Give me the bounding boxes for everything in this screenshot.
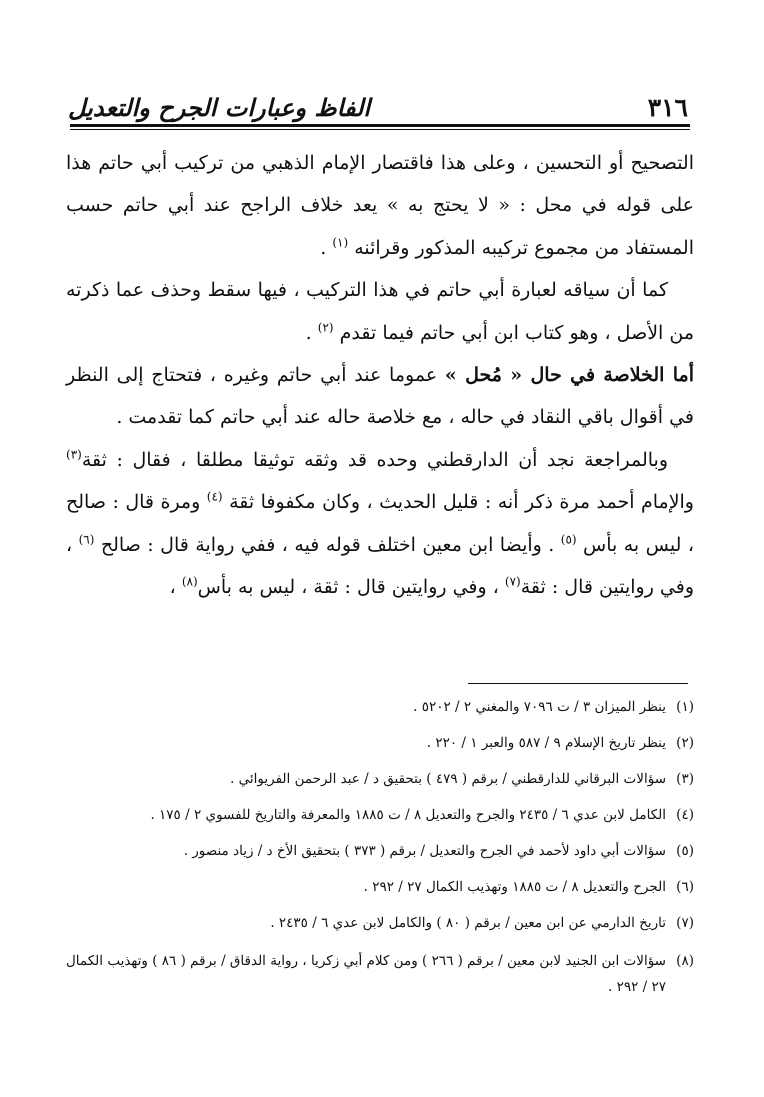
paragraph-text: . وأيضا ابن معين اختلف قوله فيه ، ففي رواية قال : صالح [94, 533, 561, 556]
main-text [66, 142, 694, 608]
paragraph [66, 354, 694, 439]
footnote-separator [468, 683, 688, 684]
footnotes [66, 696, 694, 1000]
paragraph-text: التصحيح أو التحسين ، وعلى هذا فاقتصار الإمام الذهبي من تركيب أبي حاتم هذا على قوله في محل : « لا يحتج به » يعد خلاف الراجح عند أبي حاتم حسب المستفاد من مجموع تركيبه المذكور وقرائنه [66, 152, 694, 259]
footnote-ref[interactable]: (١) [332, 235, 349, 250]
paragraph-text: ، وفي روايتين قال : ثقة [66, 533, 694, 599]
inline-heading: أما الخلاصة في حال « مُحل » [444, 364, 695, 387]
footnote-item [66, 948, 694, 1000]
paragraph-text: كما أن سياقه لعبارة أبي حاتم في هذا التركيب ، فيها سقط وحذف عما ذكرته من الأصل ، وهو كتاب ابن أبي حاتم فيما تقدم [66, 279, 694, 344]
punctuation: . [320, 236, 333, 259]
footnote-number: (٦) [676, 879, 694, 895]
footnote-ref[interactable]: (٧) [504, 574, 521, 589]
footnote-item [66, 804, 694, 840]
footnote-number: (٥) [676, 843, 694, 859]
paragraph-text: عموما عند أبي حاتم وغيره ، فتحتاج إلى النظر في أقوال باقي النقاد في حاله ، مع خلاصة حاله عند أبي حاتم كما تقدمت . [66, 364, 694, 429]
footnote-number: (٤) [676, 807, 694, 823]
footnote-number: (٣) [676, 771, 694, 787]
footnote-ref[interactable]: (٤) [206, 489, 223, 504]
paragraph-text: والإمام أحمد مرة ذكر أنه : قليل الحديث ، وكان مكفوفا ثقة [222, 491, 694, 514]
footnote-ref[interactable]: (٥) [560, 532, 577, 547]
footnote-item [66, 876, 694, 912]
footnote-text: سؤالات البرقاني للدارقطني / برقم ( ٤٧٩ ) بتحقيق د / عبد الرحمن الفريوائي . [230, 771, 666, 787]
punctuation: ، [169, 576, 182, 599]
paragraph [66, 439, 694, 609]
footnote-text: ينظر الميزان ٣ / ت ٧٠٩٦ والمغني ٢ / ٥٢٠٢ . [413, 699, 666, 715]
footnote-item [66, 768, 694, 804]
footnote-number: (١) [676, 699, 694, 715]
header-rule-thin [70, 129, 690, 130]
footnote-text: الجرح والتعديل ٨ / ت ١٨٨٥ وتهذيب الكمال ٢٧ / ٢٩٢ . [363, 879, 666, 895]
footnote-item [66, 912, 694, 948]
footnote-text: سؤالات أبي داود لأحمد في الجرح والتعديل / برقم ( ٣٧٣ ) بتحقيق الأخ د / زياد منصور . [183, 843, 666, 859]
footnote-number: (٨) [676, 953, 694, 969]
footnote-ref[interactable]: (٢) [317, 320, 334, 335]
footnote-text: تاريخ الدارمي عن ابن معين / برقم ( ٨٠ ) والكامل لابن عدي ٦ / ٢٤٣٥ . [270, 915, 666, 931]
footnote-item [66, 840, 694, 876]
footnote-item [66, 732, 694, 768]
footnote-text: سؤالات ابن الجنيد لابن معين / برقم ( ٢٦٦ ) ومن كلام أبي زكريا ، رواية الدقاق / برقم ( ٨٦ ) وتهذيب الكمال ٢٧ / ٢٩٢ . [66, 953, 666, 995]
footnote-ref[interactable]: (٣) [66, 447, 82, 462]
paragraph [66, 142, 694, 269]
running-title: الفاظ وعبارات الجرح والتعديل [68, 93, 371, 122]
footnote-text: الكامل لابن عدي ٦ / ٢٤٣٥ والجرح والتعديل ٨ / ت ١٨٨٥ والمعرفة والتاريخ للفسوي ٢ / ١٧٥ . [150, 807, 666, 823]
paragraph [66, 269, 694, 354]
footnote-number: (٧) [676, 915, 694, 931]
page-header [68, 82, 688, 122]
footnote-number: (٢) [676, 735, 694, 751]
footnote-text: ينظر تاريخ الإسلام ٩ / ٥٨٧ والعبر ١ / ٢٢٠ . [426, 735, 666, 751]
paragraph-text: وبالمراجعة نجد أن الدارقطني وحده قد وثقه توثيقا مطلقا ، فقال : ثقة [81, 448, 668, 471]
header-rule [70, 124, 690, 127]
footnote-item [66, 696, 694, 732]
page-number: ٣١٦ [647, 93, 688, 122]
footnote-ref[interactable]: (٨) [181, 574, 198, 589]
paragraph-text: ، وفي روايتين قال : ثقة ، ليس به بأس [197, 576, 505, 599]
paragraph-text: ومرة قال : صالح ، ليس به بأس [66, 491, 695, 556]
footnote-ref[interactable]: (٦) [78, 532, 95, 547]
punctuation: . [305, 321, 318, 344]
